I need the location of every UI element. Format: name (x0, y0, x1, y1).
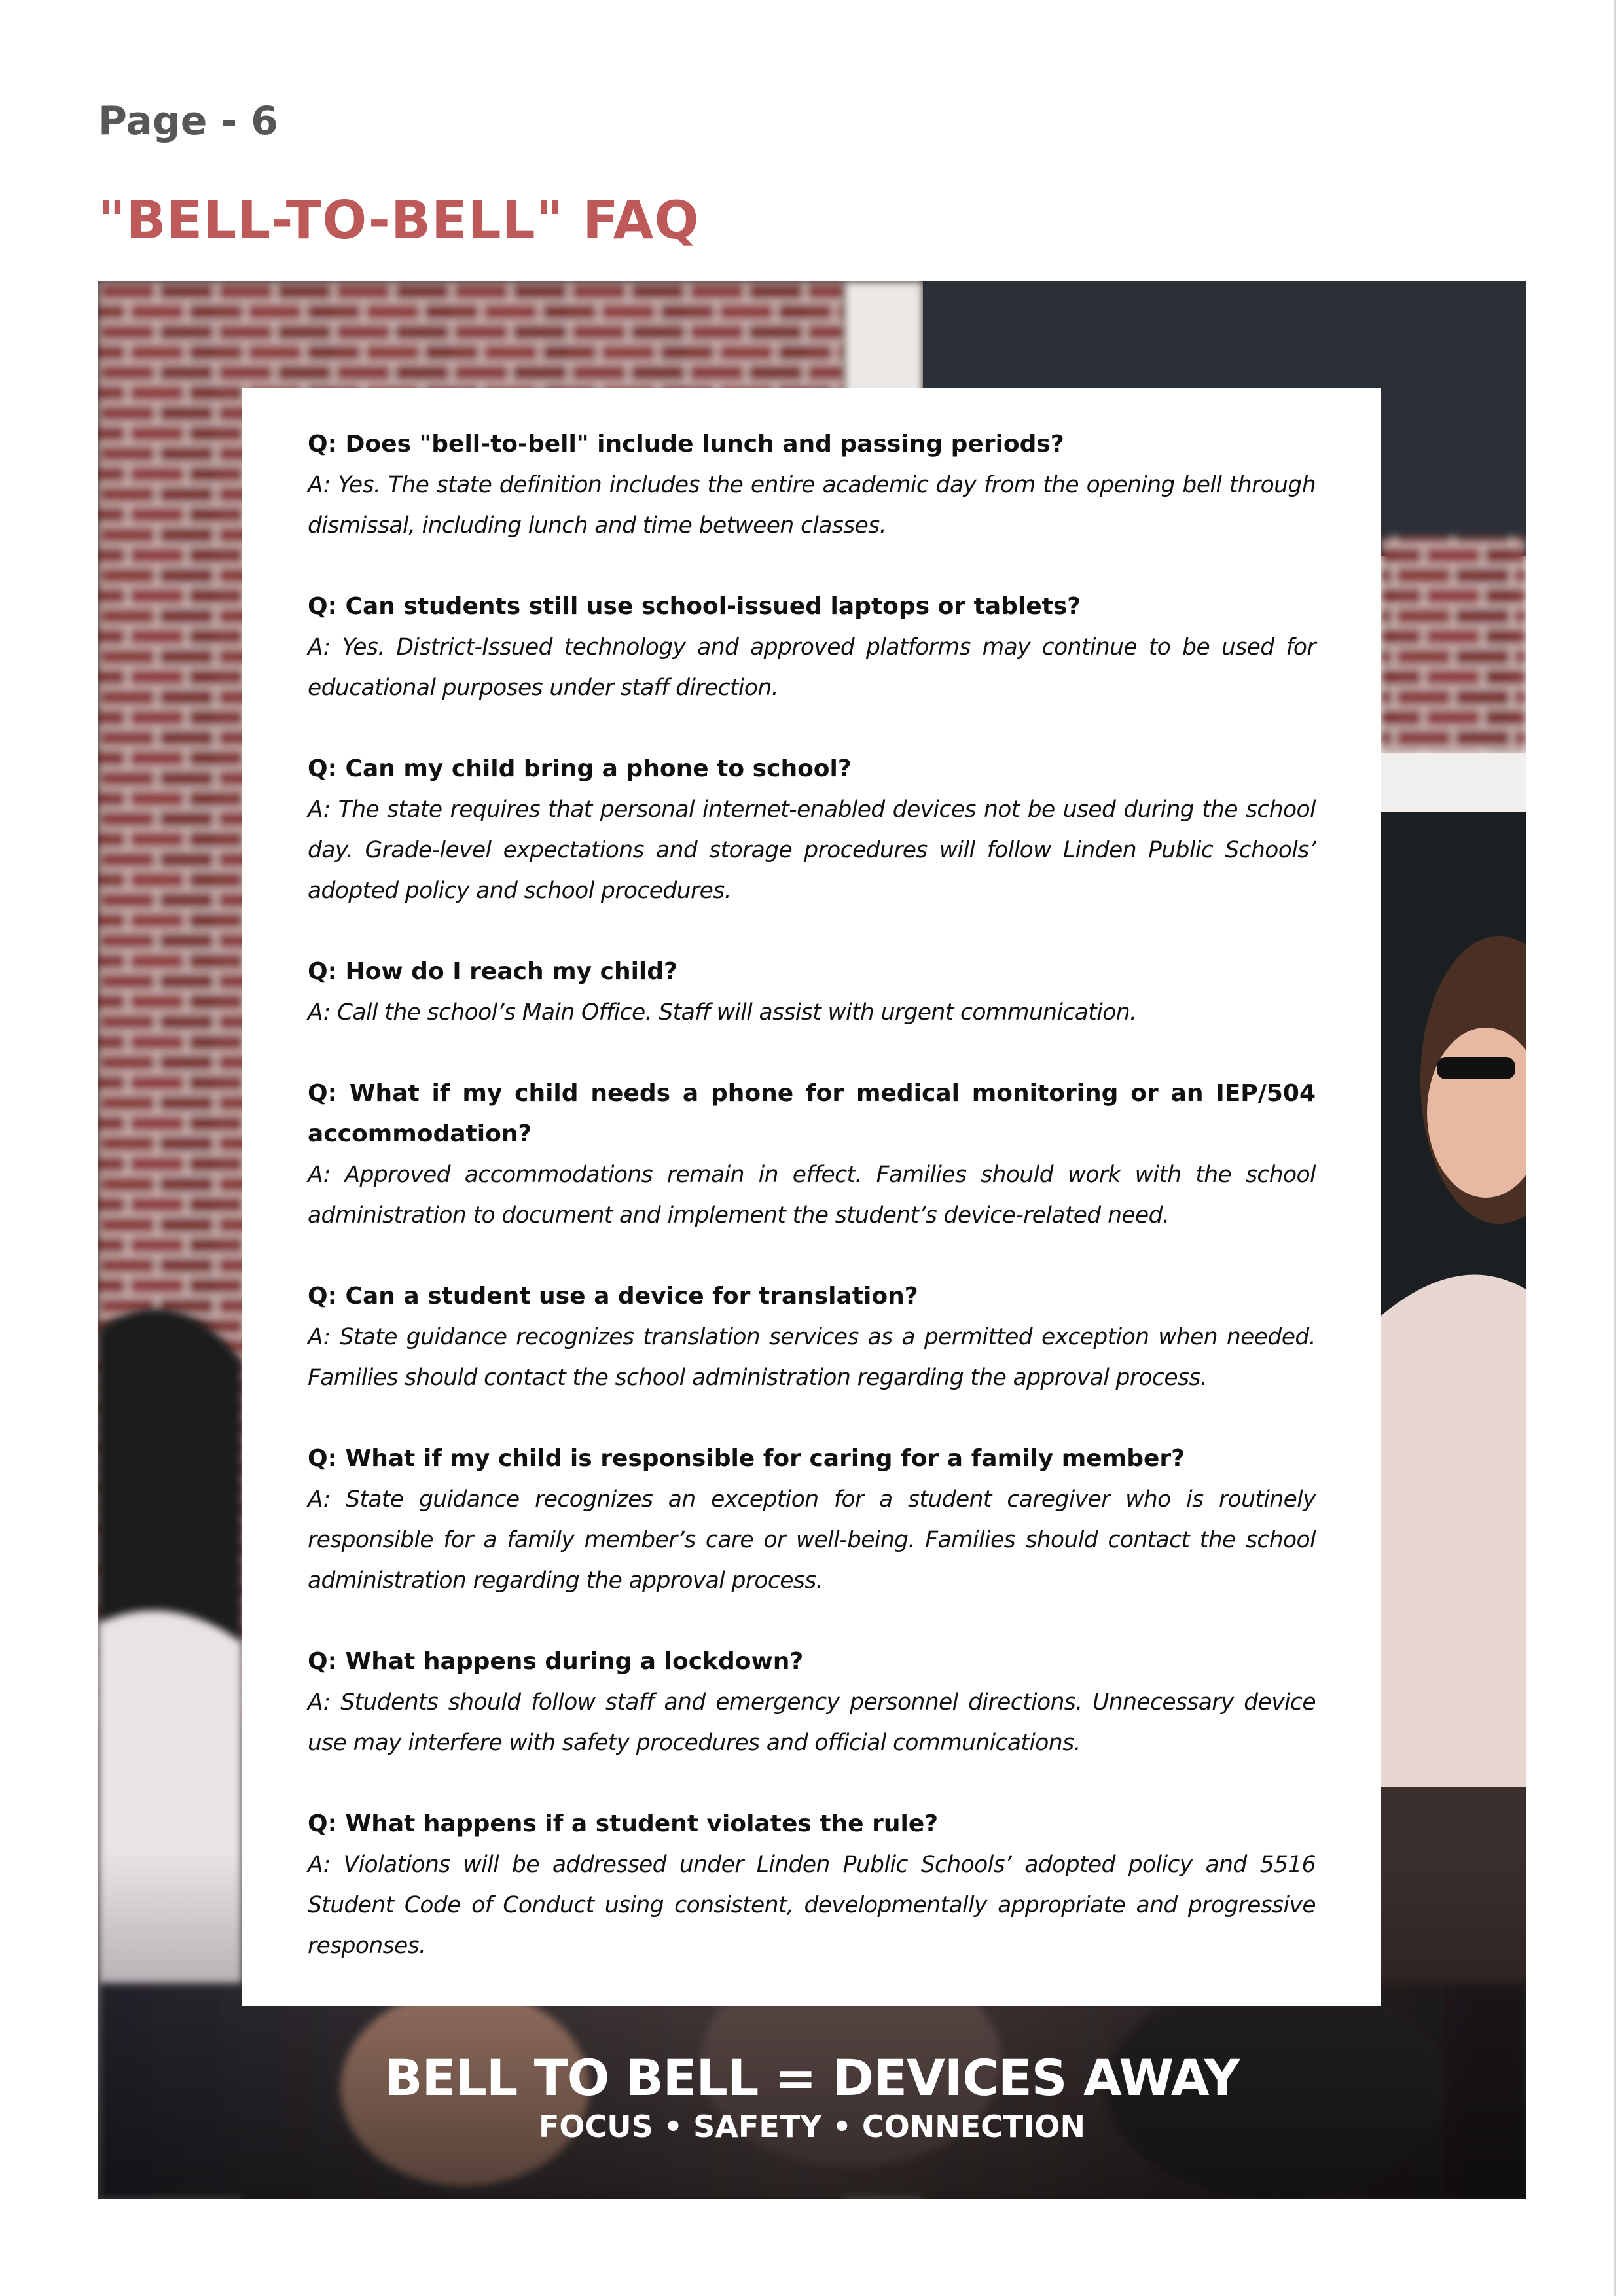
faq-question: Q: What if my child is responsible for caring for a family member? (308, 1445, 1185, 1472)
faq-answer: A: The state requires that personal internet-enabled devices not be used during the school day. Grade-level expectations and storage procedures will follow Linden Public Schools’ adopted policy and school procedures. (308, 797, 1316, 904)
faq-item (308, 952, 1316, 1033)
faq-answer: A: Approved accommodations remain in effect. Families should work with the school administration to document and implement the student’s device-related need. (308, 1162, 1316, 1229)
faq-item (308, 1073, 1316, 1236)
faq-answer: A: Students should follow staff and emergency personnel directions. Unnecessary device use may interfere with safety procedures and official communications. (308, 1689, 1316, 1756)
faq-question: Q: Can my child bring a phone to school? (308, 755, 852, 782)
page-edge-divider (1614, 0, 1616, 2296)
banner-subtitle: FOCUS • SAFETY • CONNECTION (538, 2109, 1086, 2144)
faq-question: Q: How do I reach my child? (308, 958, 677, 985)
faq-card (242, 388, 1381, 2006)
page-number: Page - 6 (98, 98, 278, 144)
faq-question: Q: What happens during a lockdown? (308, 1648, 804, 1675)
faq-item (308, 1641, 1316, 1763)
faq-item (308, 1804, 1316, 1966)
faq-question: Q: What if my child needs a phone for medical monitoring or an IEP/504 accommodation? (308, 1080, 1316, 1147)
faq-question: Q: Can students still use school-issued laptops or tablets? (308, 593, 1081, 620)
banner-title: BELL TO BELL = DEVICES AWAY (384, 2049, 1240, 2107)
faq-question: Q: What happens if a student violates the rule? (308, 1810, 939, 1837)
faq-question: Q: Does "bell-to-bell" include lunch and passing periods? (308, 431, 1064, 457)
faq-item (308, 1276, 1316, 1398)
faq-answer: A: Yes. District-Issued technology and approved platforms may continue to be used for educational purposes under staff direction. (308, 634, 1316, 701)
faq-question: Q: Can a student use a device for translation? (308, 1283, 918, 1310)
page-title: "BELL-TO-BELL" FAQ (98, 190, 700, 251)
faq-item (308, 424, 1316, 546)
faq-answer: A: State guidance recognizes an exception for a student caregiver who is routinely responsible for a family member’s care or well-being. Families should contact the school administration regarding the approval process. (308, 1486, 1316, 1594)
faq-item (308, 749, 1316, 911)
faq-item (308, 1439, 1316, 1601)
faq-item (308, 586, 1316, 708)
faq-answer: A: Violations will be addressed under Linden Public Schools’ adopted policy and 5516 Student Code of Conduct using consistent, developmentally appropriate and progressive responses. (308, 1852, 1316, 1959)
faq-answer: A: Yes. The state definition includes the entire academic day from the opening bell through dismissal, including lunch and time between classes. (308, 472, 1316, 539)
faq-answer: A: Call the school’s Main Office. Staff will assist with urgent communication. (308, 999, 1137, 1026)
faq-answer: A: State guidance recognizes translation services as a permitted exception when needed. Families should contact the school administration regarding the approval process. (308, 1324, 1316, 1391)
